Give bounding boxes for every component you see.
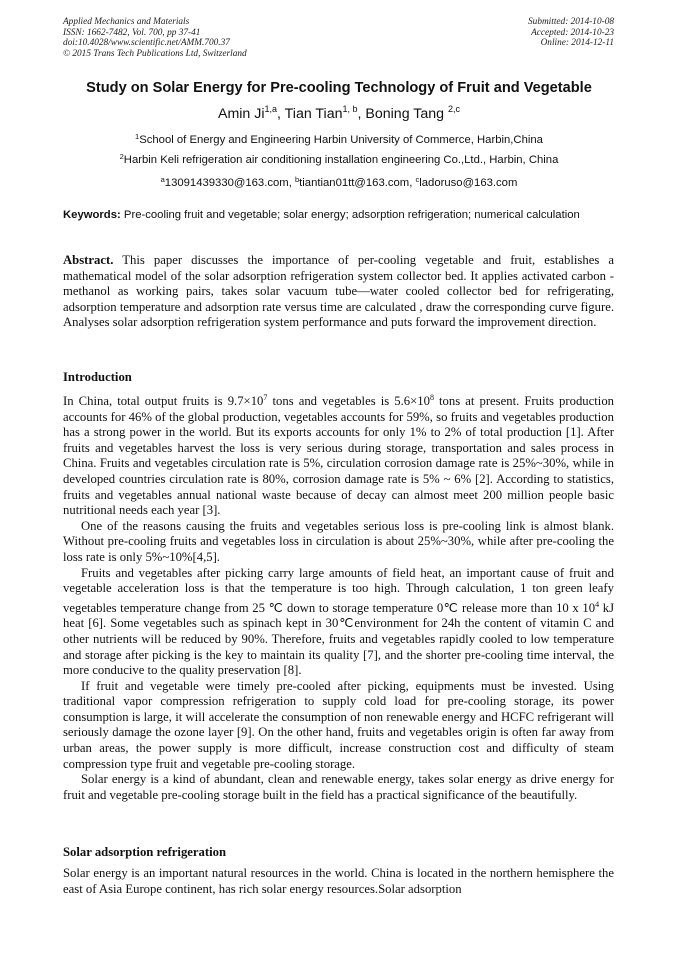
affiliation-text: School of Energy and Engineering Harbin University of Commerce, Harbin,China	[139, 134, 543, 146]
issn-line: ISSN: 1662-7482, Vol. 700, pp 37-41	[63, 27, 201, 38]
paragraph-text: tons and vegetables is 5.6×10	[267, 394, 430, 408]
keywords-section	[63, 208, 614, 222]
email-link[interactable]: tiantian01tt@163.com,	[299, 177, 413, 189]
doi-line: doi:10.4028/www.scientific.net/AMM.700.37	[63, 38, 230, 49]
keywords-label: Keywords:	[63, 209, 121, 221]
paragraph: One of the reasons causing the fruits and vegetables serious loss is pre-cooling link is almost blank. Without pre-cooling fruits and vegetables loss in circulation is about 25%~30%, while after pre-cooling the loss rate is only 5%~10%[4,5].	[63, 518, 614, 564]
journal-header-right	[528, 17, 614, 49]
affiliation-number: 1	[135, 132, 140, 141]
superscript: 8	[429, 393, 434, 402]
keywords-text: Pre-cooling fruit and vegetable; solar energy; adsorption refrigeration; numerical calculation	[123, 209, 580, 221]
introduction-heading: Introduction	[63, 370, 132, 384]
author-emails	[0, 175, 678, 189]
journal-name: Applied Mechanics and Materials	[63, 17, 190, 27]
author-superscript: 1,a	[264, 104, 278, 114]
author-name: Boning Tang	[365, 106, 445, 122]
paragraph-text: In China, total output fruits is 9.7×10	[63, 394, 264, 408]
email-link[interactable]: 13091439330@163.com,	[164, 177, 292, 189]
author-name: Amin Ji	[217, 106, 265, 122]
affiliation-text: Harbin Keli refrigeration air conditioning installation engineering Co.,Ltd., Harbin, China	[123, 154, 559, 166]
paragraph-text: kJ heat [6]. Some vegetables such as spinach kept in 30℃environment for 24h the content of vitamin C and other nutrients will be reduced by 90%. Therefore, fruits and vegetables rapidly cooled to low temperature and storage after picking is the key to maintain its quality [7], and the shorter pre-cooling time interval, the more conducive to the quality preservation [8].	[63, 600, 615, 678]
solar-section-body	[63, 866, 614, 897]
submitted-date: Submitted: 2014-10-08	[528, 17, 614, 27]
email-superscript: a	[160, 175, 165, 184]
paragraph: Solar energy is a kind of abundant, clean and renewable energy, takes solar energy as drive energy for fruit and vegetable pre-cooling storage built in the field has a practical significance of the beautifully.	[63, 772, 614, 802]
paragraph: Solar energy is an important natural resources in the world. China is located in the northern hemisphere the east of Asia Europe continent, has rich solar energy resources.Solar adsorption	[63, 866, 614, 896]
author-superscript: 1, b	[342, 104, 358, 114]
abstract-text: This paper discusses the importance of per-cooling vegetable and fruit, establishes a mathematical model of the solar adsorption refrigeration system collector bed. It applies activated carbon - methanol as working pairs, takes solar vacuum tube—water cooled collector bed for refrigerating, adsorption temperature and adsorption rate versus time are calculated , draw the corresponding curve figure. Analyses solar adsorption refrigeration system performance and puts forward the improvement direction.	[63, 253, 614, 330]
superscript: 4	[595, 599, 600, 609]
solar-section-heading: Solar adsorption refrigeration	[63, 845, 227, 859]
paper-title: Study on Solar Energy for Pre-cooling Technology of Fruit and Vegetable	[86, 80, 592, 96]
paragraph-text: tons at present. Fruits production accounts for 46% of the global production, vegetables accounts for 59%, so fruits and vegetables production has a strong power in the world. But its exports accounts for only 1% to 2% of total production [1]. After fruits and vegetables harvest the loss is very serious during storage, transportation and sales process in China. Fruits and vegetables circulation rate is 5%, circulation corrosion damage rate is 25%~30%, while in developed countries circulation rate is 80%, corrosion damage rate is 5% ~ 6% [2]. According to statistics, fruits and vegetables annual national waste because of decay can almost meet 200 million people basic nutritional needs each year [3].	[63, 394, 615, 518]
introduction-body	[63, 390, 614, 803]
affiliation-2	[0, 152, 678, 166]
author-name: Tian Tian	[284, 106, 343, 122]
email-link[interactable]: ladoruso@163.com	[419, 177, 518, 189]
paragraph	[63, 566, 614, 679]
online-date: Online: 2014-12-11	[540, 38, 614, 49]
paragraph	[63, 390, 614, 519]
email-superscript: b	[294, 175, 300, 184]
abstract-section	[63, 253, 614, 331]
affiliation-1	[0, 132, 678, 146]
journal-header-left	[63, 17, 247, 60]
affiliation-number: 2	[119, 152, 124, 161]
accepted-date: Accepted: 2014-10-23	[531, 27, 614, 38]
paragraph-text: Fruits and vegetables after picking carry large amounts of field heat, an important cause of fruit and vegetable acceleration loss is that the temperature is too high. Through calculation, 1 ton green leafy vegetables temperature change from 25 ℃ down to storage temperature 0℃ release more than 10 x 10	[63, 565, 614, 615]
copyright-line: © 2015 Trans Tech Publications Ltd, Switzerland	[63, 49, 247, 60]
paragraph: If fruit and vegetable were timely pre-cooled after picking, equipments must be invested. Using traditional vapor compression refrigeration to supply cold load for pre-cooling storage, its power consumption is large, it will accelerate the consumption of non renewable energy and HCFC refrigerant will seriously damage the ozone layer [9]. On the other hand, fruits and vegetables origin is often far away from urban areas, the power supply is more difficult, increase construction cost and difficulty of steam compression type fruit and vegetable pre-cooling storage.	[63, 678, 614, 771]
author-superscript: 2,c	[448, 104, 461, 114]
abstract-label: Abstract.	[63, 253, 114, 267]
author-list: Amin Ji$^{1,a}$, Tian Tian$^{1, b}$, Boning Tang $^{2,c}$	[217, 104, 461, 122]
superscript: 7	[263, 393, 268, 402]
email-superscript: c	[415, 175, 420, 184]
